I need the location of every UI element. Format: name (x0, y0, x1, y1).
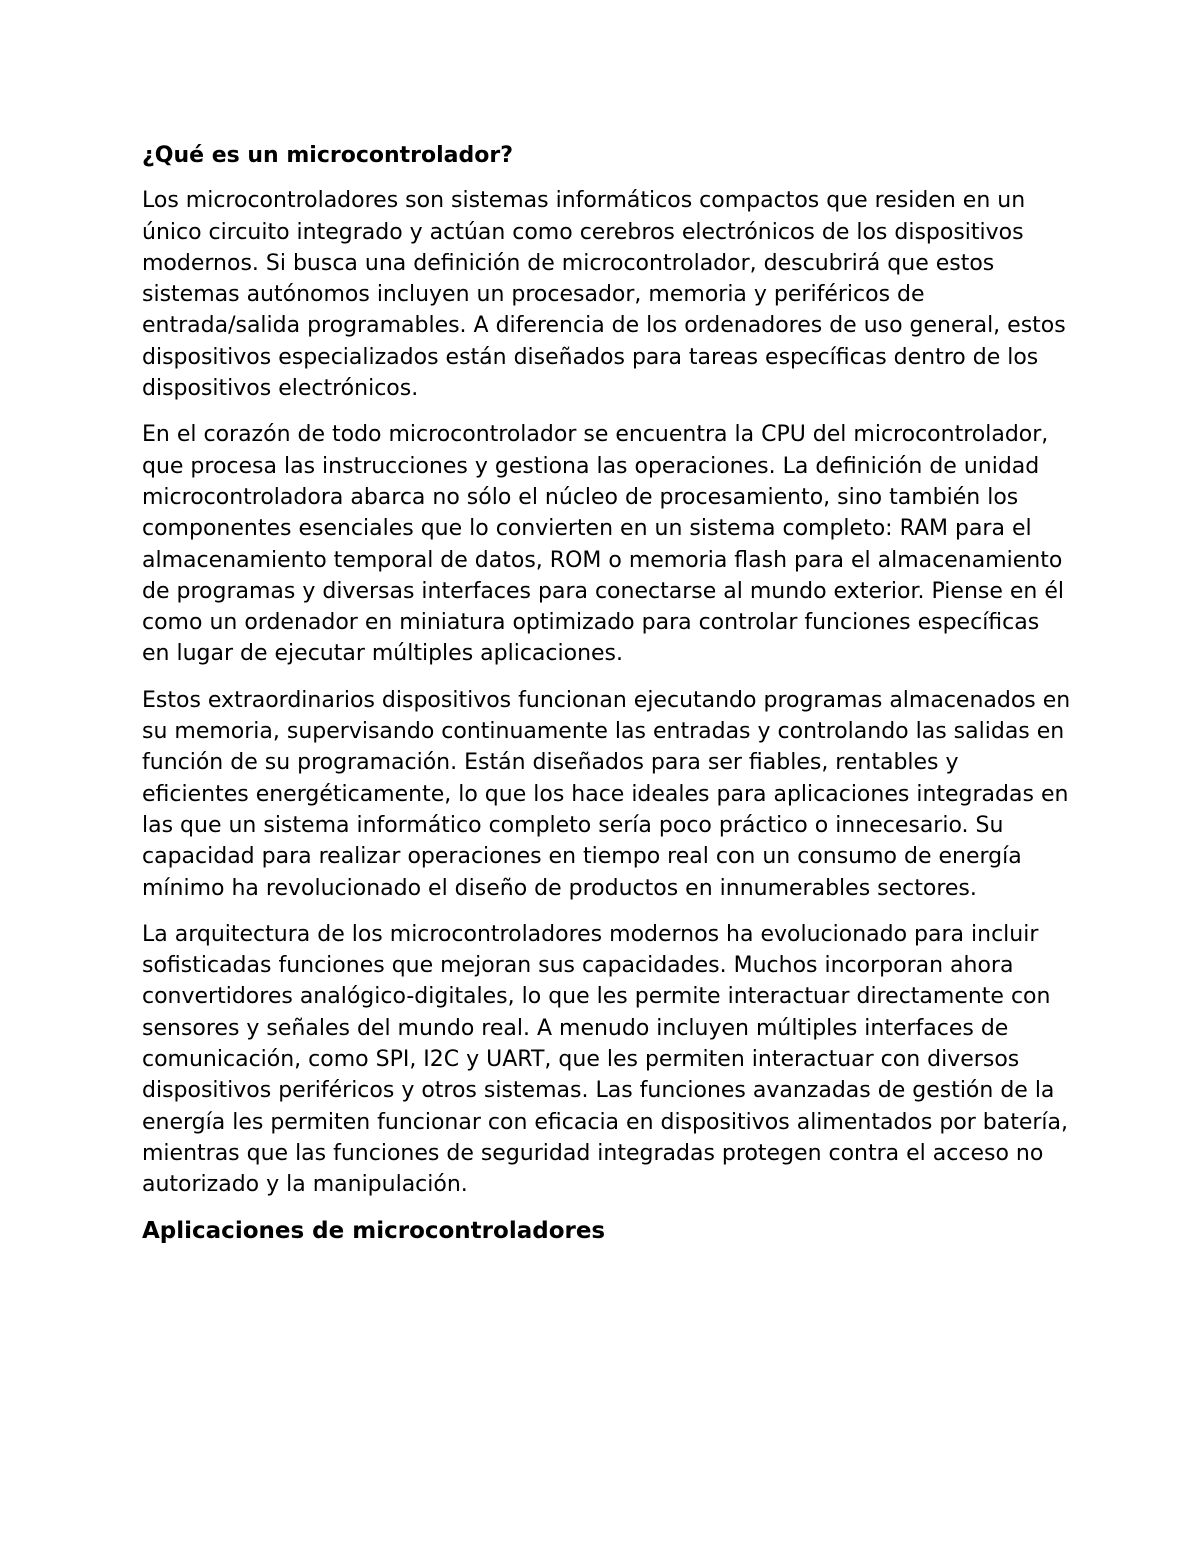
paragraph-3: Estos extraordinarios dispositivos funcionan ejecutando programas almacenados en su memoria, supervisando continuamente las entradas y controlando las salidas en función de su programación. Están diseñados para ser fiables, rentables y eficientes energéticamente, lo que los hace ideales para aplicaciones integradas en las que un sistema informático completo sería poco práctico o innecesario. Su capacidad para realizar operaciones en tiempo real con un consumo de energía mínimo ha revolucionado el diseño de productos en innumerables sectores. (142, 687, 1071, 901)
document-body (142, 140, 1072, 1261)
page-title: ¿Qué es un microcontrolador? (142, 143, 513, 168)
section-heading: Aplicaciones de microcontroladores (142, 1217, 606, 1244)
paragraph-4: La arquitectura de los microcontroladores modernos ha evolucionado para incluir sofisticadas funciones que mejoran sus capacidades. Muchos incorporan ahora convertidores analógico-digitales, lo que les permite interactuar directamente con sensores y señales del mundo real. A menudo incluyen múltiples interfaces de comunicación, como SPI, I2C y UART, que les permiten interactuar con diversos dispositivos periféricos y otros sistemas. Las funciones avanzadas de gestión de la energía les permiten funcionar con eficacia en dispositivos alimentados por batería, mientras que las funciones de seguridad integradas protegen contra el acceso no autorizado y la manipulación. (142, 921, 1069, 1198)
paragraph-2: En el corazón de todo microcontrolador se encuentra la CPU del microcontrolador, que procesa las instrucciones y gestiona las operaciones. La definición de unidad microcontroladora abarca no sólo el núcleo de procesamiento, sino también los componentes esenciales que lo convierten en un sistema completo: RAM para el almacenamiento temporal de datos, ROM o memoria flash para el almacenamiento de programas y diversas interfaces para conectarse al mundo exterior. Piense en él como un ordenador en miniatura optimizado para controlar funciones específicas en lugar de ejecutar múltiples aplicaciones. (142, 422, 1065, 667)
paragraph-1: Los microcontroladores son sistemas informáticos compactos que residen en un único circuito integrado y actúan como cerebros electrónicos de los dispositivos modernos. Si busca una definición de microcontrolador, descubrirá que estos sistemas autónomos incluyen un procesador, memoria y periféricos de entrada/salida programables. A diferencia de los ordenadores de uso general, estos dispositivos especializados están diseñados para tareas específicas dentro de los dispositivos electrónicos. (142, 188, 1066, 402)
